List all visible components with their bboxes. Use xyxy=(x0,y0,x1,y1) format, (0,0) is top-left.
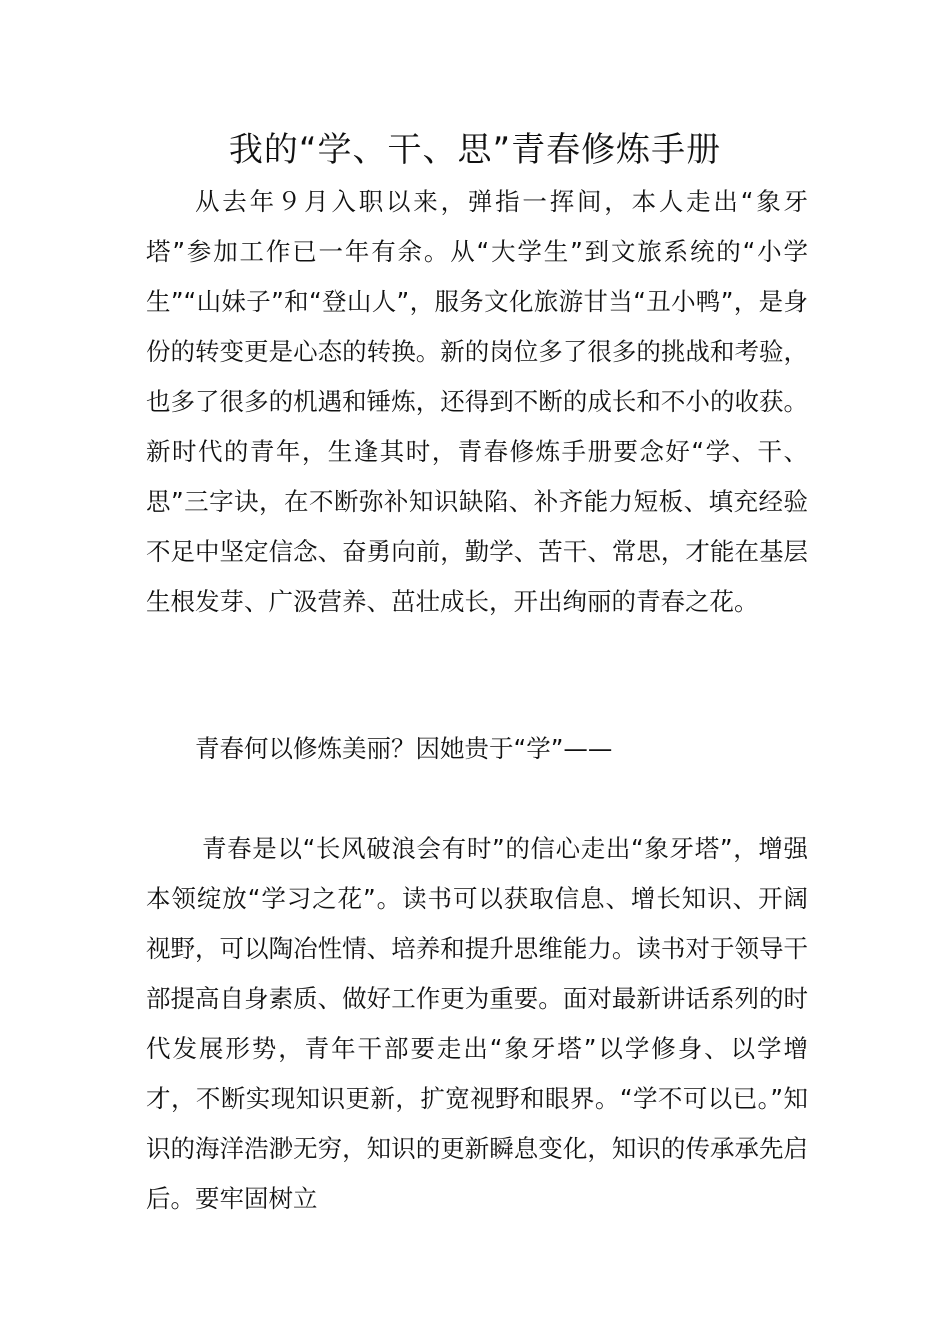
section-heading: 青春何以修炼美丽？因她贵于“学”—— xyxy=(195,734,613,763)
document-title: 我的“学、干、思”青春修炼手册 xyxy=(228,130,722,170)
intro-paragraph: 从去年９月入职以来，弹指一挥间，本人走出“象牙塔”参加工作已一年有余。从“大学生”到文旅系统的“小学生”“山妹子”和“登山人”，服务文化旅游甘当“丑小鸭”，是身份的转变更是心态的转换。新的岗位多了很多的挑战和考验，也多了很多的机遇和锤炼，还得到不断的成长和不小的收获。新时代的青年，生逢其时，青春修炼手册要念好“学、干、思”三字诀，在不断弥补知识缺陷、补齐能力短板、填充经验不足中坚定信念、奋勇向前，勤学、苦干、常思，才能在基层生根发芽、广汲营养、茁壮成长，开出绚丽的青春之花。 xyxy=(146,187,808,616)
body-paragraph: 青春是以“长风破浪会有时”的信心走出“象牙塔”，增强本领绽放“学习之花”。读书可以获取信息、增长知识、开阔视野，可以陶冶性情、培养和提升思维能力。读书对于领导干部提高自身素质、做好工作更为重要。面对最新讲话系列的时代发展形势，青年干部要走出“象牙塔”以学修身、以学增才，不断实现知识更新，扩宽视野和眼界。“学不可以已。”知识的海洋浩渺无穷，知识的更新瞬息变化，知识的传承承先启后。要牢固树立 xyxy=(146,834,808,1213)
